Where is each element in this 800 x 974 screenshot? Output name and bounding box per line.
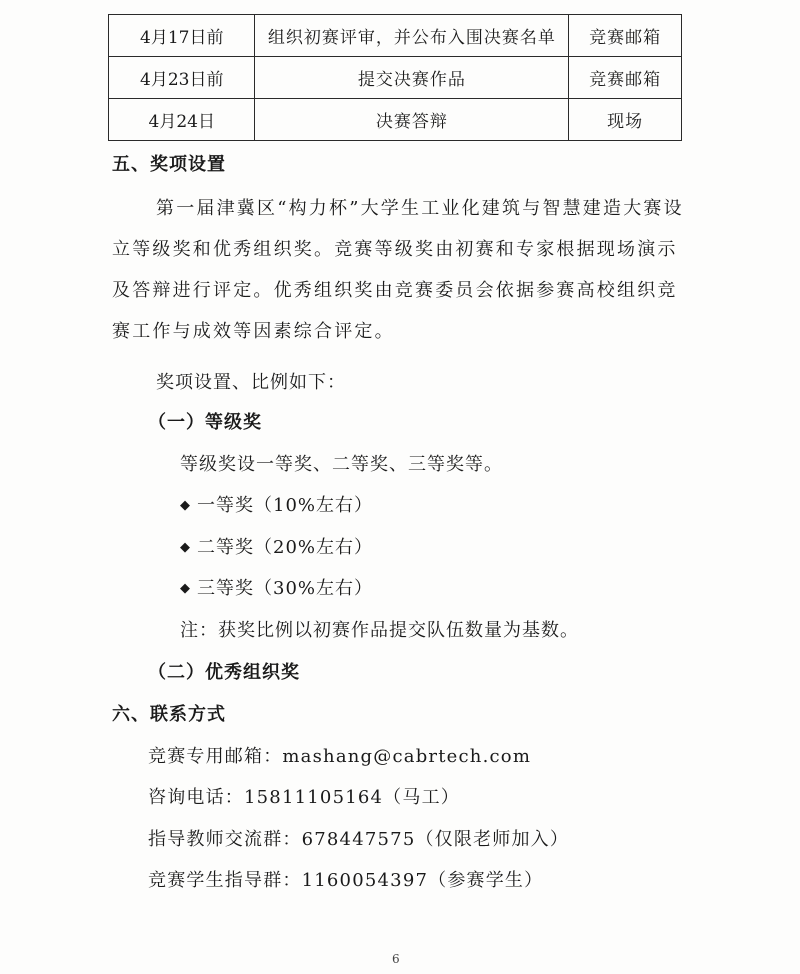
table-row [109,99,682,141]
schedule-date: 4月24日 [109,99,255,141]
section6-heading: 六、联系方式 [112,704,226,725]
section5-heading: 五、奖项设置 [112,154,226,175]
section5-paragraph: 第一届津冀区“构力杯”大学生工业化建筑与智慧建造大赛设立等级奖和优秀组织奖。竞赛等级奖由初赛和专家根据现场演示及答辩进行评定。优秀组织奖由竞赛委员会依据参赛高校组织竞赛工作与成效等因素综合评定。 [112,198,684,342]
schedule-task: 提交决赛作品 [255,57,569,99]
schedule-channel: 现场 [569,99,682,141]
list-item [180,574,373,600]
award-item-label: 一等奖（10%左右） [197,495,374,516]
schedule-channel: 竞赛邮箱 [569,57,682,99]
diamond-icon: ◆ [180,581,191,596]
sub2-heading: （二）优秀组织奖 [148,662,300,683]
schedule-date: 4月17日前 [109,15,255,57]
list-item [180,533,373,559]
diamond-icon: ◆ [180,540,191,555]
contact-teacher-group: 指导教师交流群：678447575（仅限老师加入） [148,829,570,850]
table-row [109,57,682,99]
award-item-label: 二等奖（20%左右） [197,537,374,558]
schedule-task: 决赛答辩 [255,99,569,141]
page-number: 6 [392,952,400,966]
award-item-label: 三等奖（30%左右） [197,578,374,599]
contact-student-group: 竞赛学生指导群：1160054397（参赛学生） [148,870,544,891]
contact-phone: 咨询电话：15811105164（马工） [148,787,460,808]
schedule-task: 组织初赛评审，并公布入围决赛名单 [255,15,569,57]
schedule-table [108,14,682,141]
sub1-heading: （一）等级奖 [148,412,262,433]
schedule-date: 4月23日前 [109,57,255,99]
contact-email: 竞赛专用邮箱：mashang@cabrtech.com [148,746,532,767]
schedule-channel: 竞赛邮箱 [569,15,682,57]
table-row [109,15,682,57]
list-item [180,491,373,517]
award-intro: 奖项设置、比例如下： [156,372,346,393]
sub1-desc: 等级奖设一等奖、二等奖、三等奖等。 [180,454,503,475]
award-note: 注：获奖比例以初赛作品提交队伍数量为基数。 [180,620,579,641]
diamond-icon: ◆ [180,498,191,513]
